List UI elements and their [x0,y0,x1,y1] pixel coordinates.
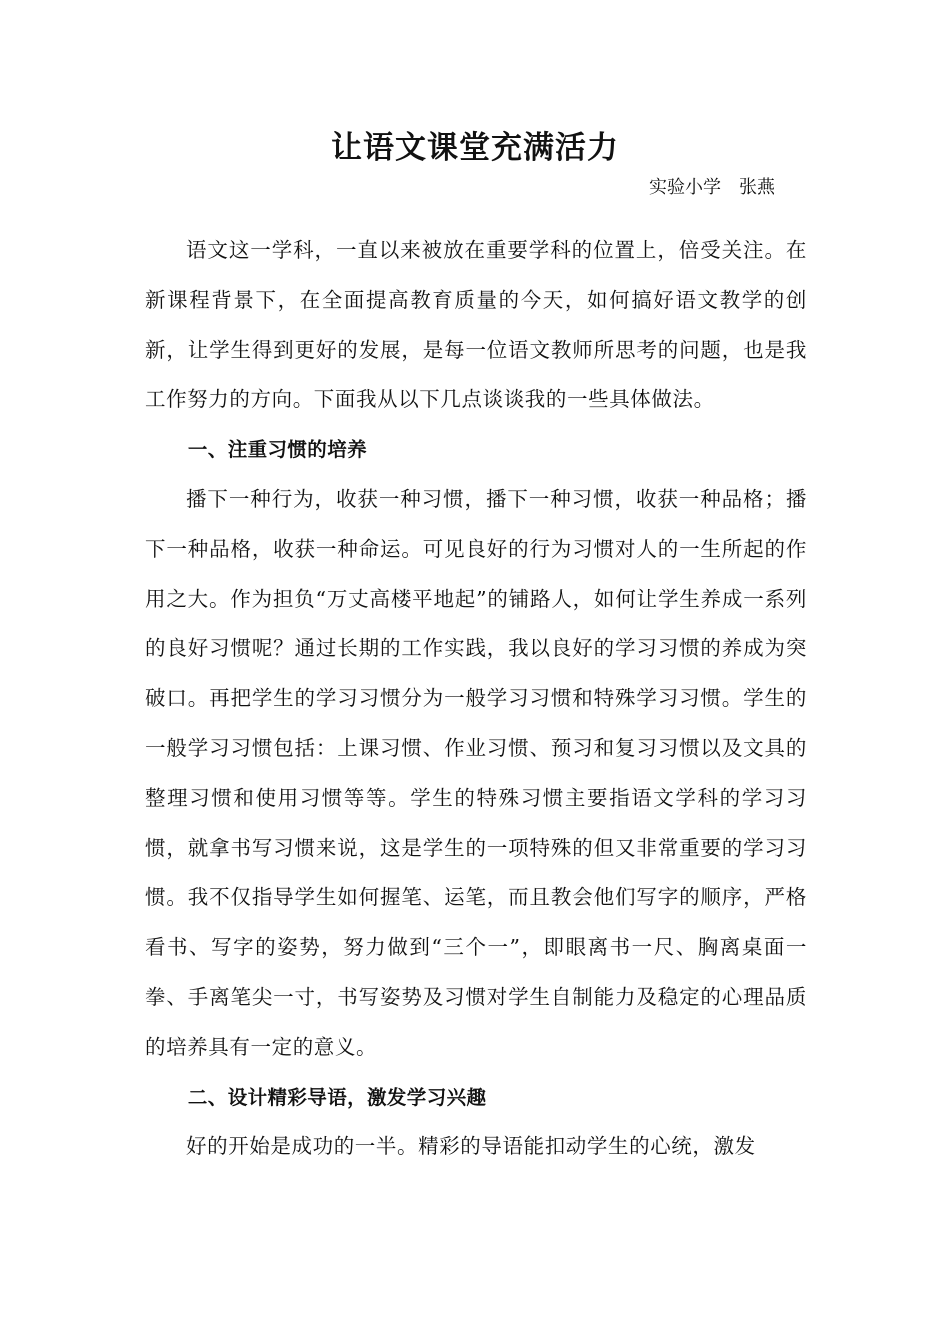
paragraph-habits: 播下一种行为，收获一种习惯，播下一种习惯，收获一种品格；播下一种品格，收获一种命运。可见良好的行为习惯对人的一生所起的作用之大。作为担负“万丈高楼平地起”的铺路人，如何让学生养成一系列的良好习惯呢？通过长期的工作实践，我以良好的学习习惯的养成为突破口。再把学生的学习习惯分为一般学习习惯和特殊学习习惯。学生的一般学习习惯包括：上课习惯、作业习惯、预习和复习习惯以及文具的整理习惯和使用习惯等等。学生的特殊习惯主要指语文学科的学习习惯，就拿书写习惯来说，这是学生的一项特殊的但又非常重要的学习习惯。我不仅指导学生如何握笔、运笔，而且教会他们写字的顺序，严格看书、写字的姿势，努力做到“三个一”，即眼离书一尺、胸离桌面一拳、手离笔尖一寸，书写姿势及习惯对学生自制能力及稳定的心理品质的培养具有一定的意义。 [145,486,807,1059]
section-heading-1: 一、注重习惯的培养 [187,438,367,462]
document-body [145,226,807,1172]
paragraph-lead-in: 好的开始是成功的一半。精彩的导语能扣动学生的心统，激发 [186,1134,756,1159]
author-line: 实验小学 张燕 [649,177,775,198]
document-title: 让语文课堂充满活力 [331,130,619,166]
section-heading-2: 二、设计精彩导语，激发学习兴趣 [187,1085,487,1109]
paragraph-intro: 语文这一学科，一直以来被放在重要学科的位置上，倍受关注。在新课程背景下，在全面提高教育质量的今天，如何搞好语文教学的创新，让学生得到更好的发展，是每一位语文教师所思考的问题，也是我工作努力的方向。下面我从以下几点谈谈我的一些具体做法。 [145,238,807,412]
